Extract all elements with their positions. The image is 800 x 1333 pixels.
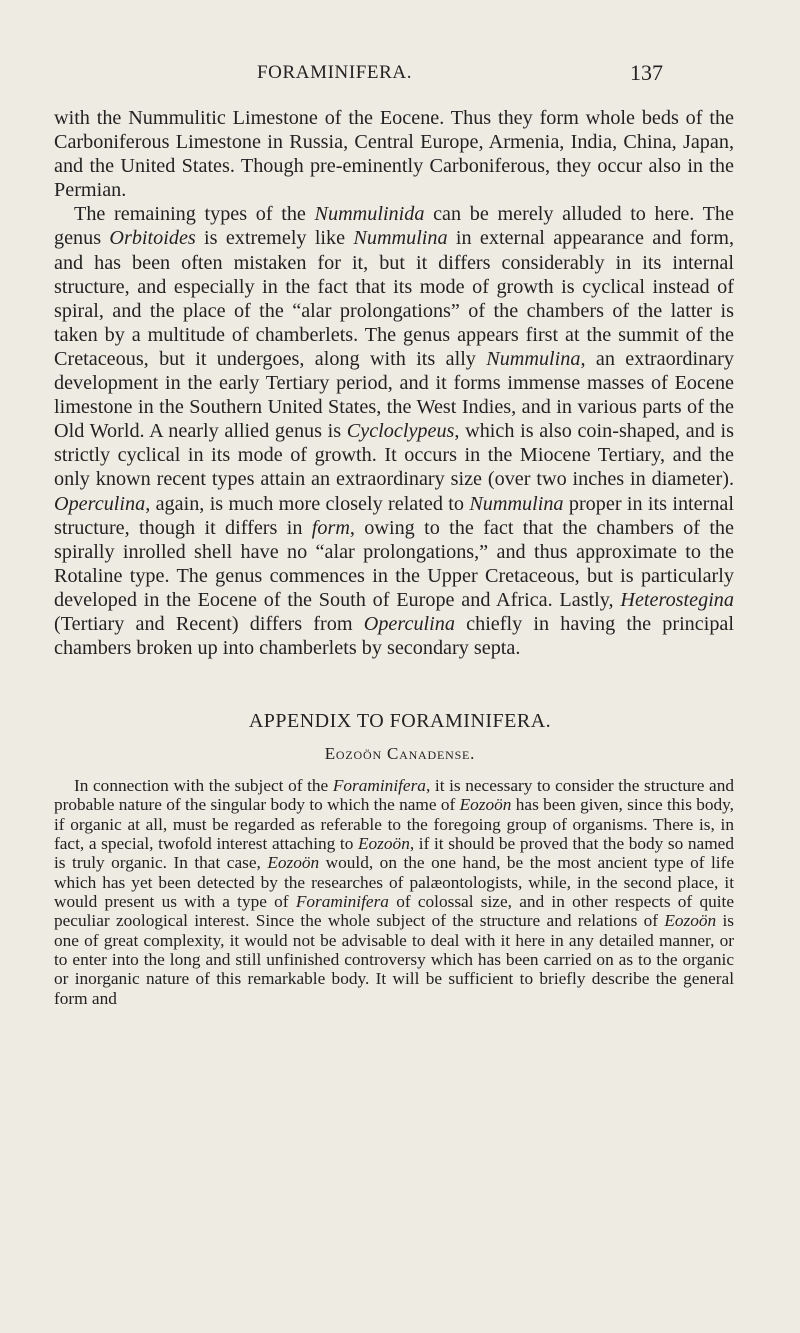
text: would, on the one hand, be the most ancient type of life which has yet been detected by the researches of palæontologists, while, in the second place, it would present us with a type of [54,853,734,912]
text: of colossal size, and in other respects of quite peculiar zoological interest. Since the whole subject of the structure and relations of [54,892,734,931]
genus-name: Nummulina [469,492,564,515]
genus-name: Nummulina [353,227,448,250]
term: Eozoön [357,834,410,854]
text: In connection with the subject of the [74,776,333,795]
text: , if it should be proved that the body so named is truly organic. In that case, [54,834,734,873]
text: has been given, since this body, if organic at all, must be regarded as referable to the foregoing group of organisms. There is, in fact, a special, twofold interest attaching to [54,795,735,854]
text: (Tertiary and Recent) differs from [54,612,364,635]
paragraph [54,106,734,202]
appendix-subtitle: Eozoön Canadense. [324,744,476,763]
term: Foraminifera [295,892,389,912]
text: , again, is much more closely related to [145,492,470,515]
term: Eozoön [459,795,512,815]
term: Eozoön [664,911,717,931]
emphasis: form [311,516,350,539]
appendix-title: APPENDIX TO FORAMINIFERA. [248,710,552,732]
page-number: 137 [630,60,663,85]
genus-name: Heterostegina [620,588,734,611]
text: chiefly in having the principal chambers broken up into chamberlets by secondary septa. [54,612,734,660]
term: Foraminifera [332,776,426,795]
genus-name: Nummulina [486,347,581,370]
running-head: FORAMINIFERA. [257,62,413,83]
appendix-paragraph [54,776,734,1008]
text: , an extraordinary development in the early Tertiary period, and it forms immense masses of Eocene limestone in the Southern United States, the West Indies, and in various parts of the Old World. A nearly allied genus is [54,347,734,443]
main-text [54,106,734,660]
text: with the Nummulitic Limestone of the Eocene. Thus they form whole beds of the Carboniferous Limestone in Russia, Central Europe, Armenia, India, China, Japan, and the United States. Though pre-eminently Carboniferous, they occur also in the Permian. [54,107,734,202]
text: can be merely alluded to here. The genus [54,203,734,250]
text: , owing to the fact that the chambers of the spirally inrolled shell have no “alar prolongations,” and thus approximate to the Rotaline type. The genus commences in the Upper Cretaceous, but is particularly developed in the Eocene of the South of Europe and Africa. Lastly, [54,516,734,611]
text: , which is also coin-shaped, and is strictly cyclical in its mode of growth. It occurs in the Miocene Tertiary, and the only known recent types attain an extraordinary size (over two inches in diameter). [54,420,734,491]
text: , it is necessary to consider the structure and probable nature of the singular body to which the name of [54,776,735,815]
text: is extremely like [195,227,354,250]
text: in external appearance and form, and has been often mistaken for it, but it differs considerably in its internal structure, and especially in the fact that its mode of growth is cyclical instead of spiral, and the place of the “alar prolongations” of the chambers of the latter is taken by a multitude of chamberlets. The genus appears first at the summit of the Cretaceous, but it undergoes, along with its ally [54,227,734,370]
genus-name: Operculina [54,492,146,515]
genus-name: Operculina [363,612,455,635]
genus-name: Nummulinida [314,203,425,226]
text: proper in its internal structure, though it differs in [54,492,734,539]
text: is one of great complexity, it would not be advisable to deal with it here in any detailed manner, or to enter into the long and still unfinished controversy which has been carried on as to the organic or inorganic nature of this remarkable body. It will be sufficient to briefly describe the general form and [54,911,734,1008]
genus-name: Cycloclypeus [346,420,455,443]
genus-name: Orbitoides [109,227,196,250]
page-header [0,60,800,90]
term: Eozoön [267,853,320,873]
text: The remaining types of the [74,203,315,226]
paragraph [54,202,734,660]
